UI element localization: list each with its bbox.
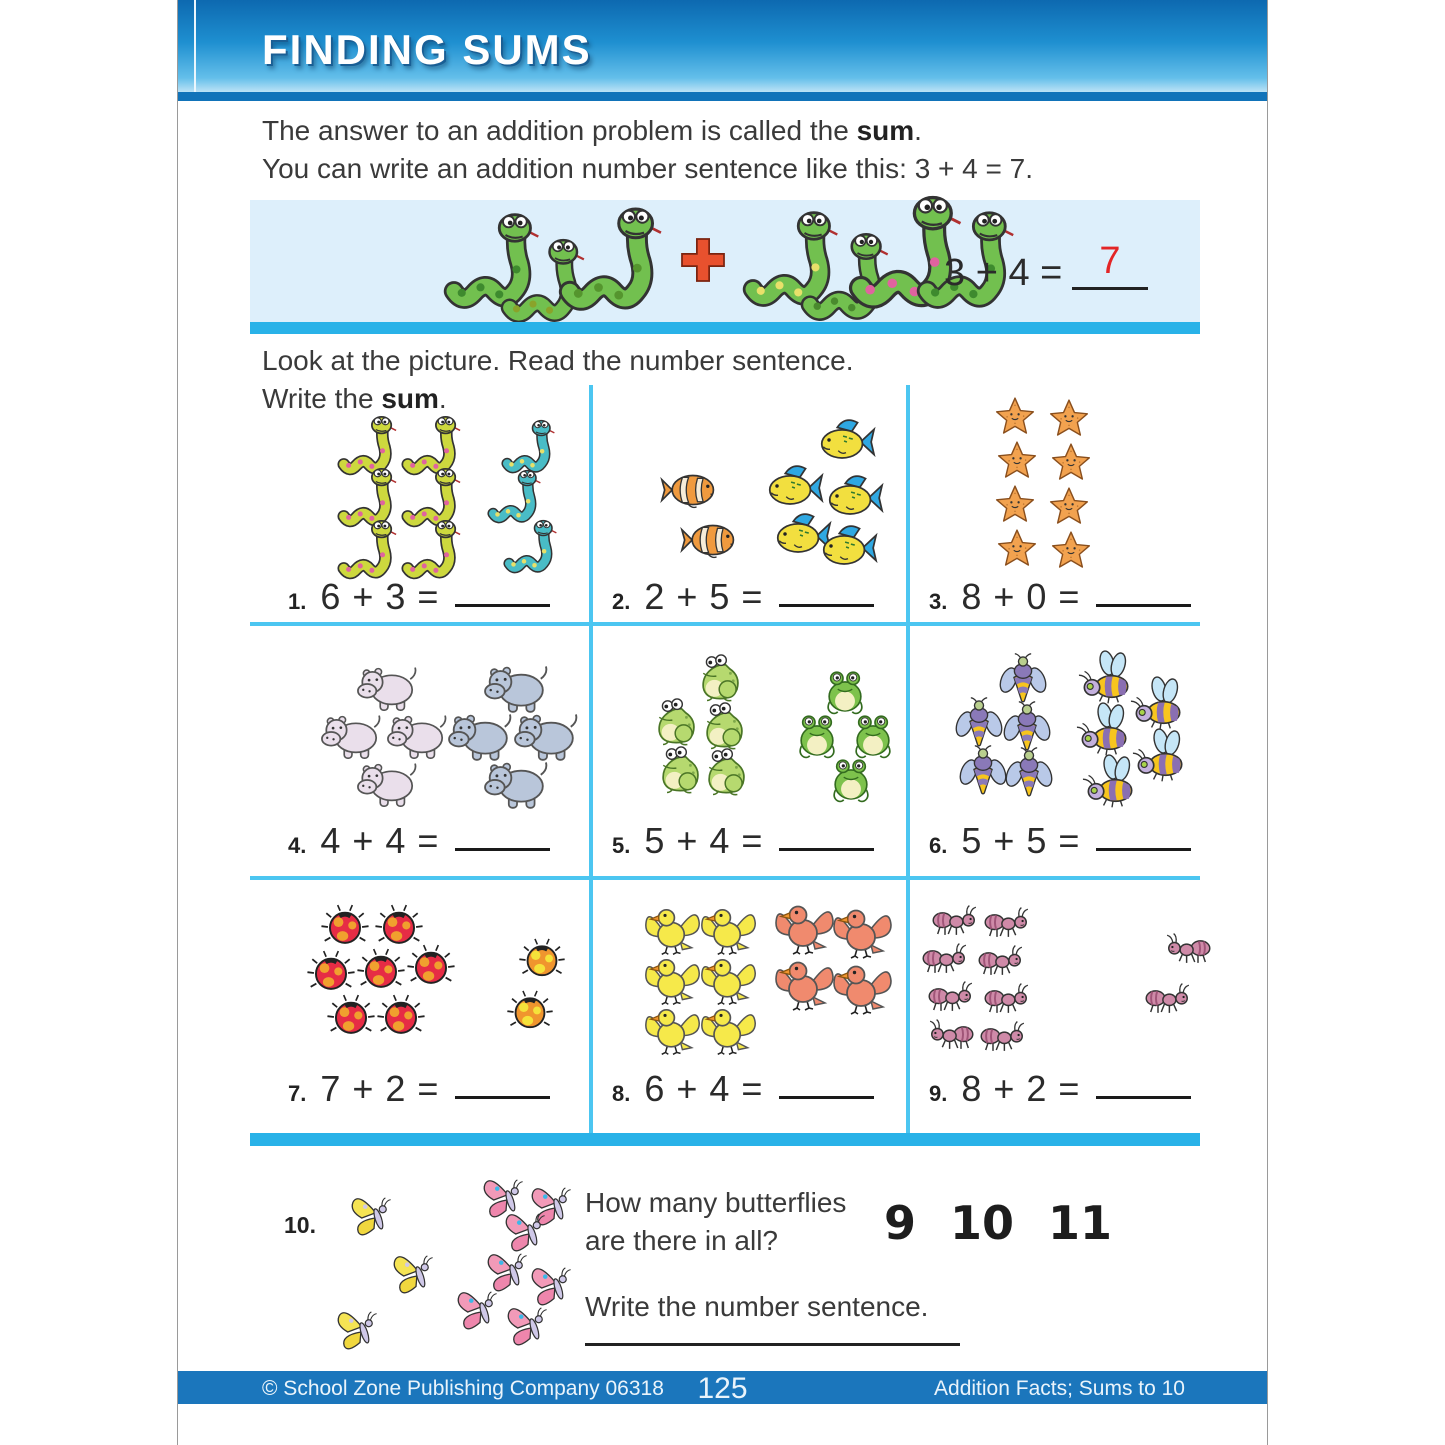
ant-icon	[1145, 973, 1197, 1025]
starfish-icon	[1048, 530, 1094, 576]
answer-blank[interactable]	[1096, 848, 1191, 851]
frog-green-icon	[822, 750, 880, 808]
answer-blank[interactable]	[779, 848, 874, 851]
starfish-icon	[994, 440, 1040, 486]
problem-grid	[250, 400, 1200, 1133]
starfish-icon	[992, 396, 1038, 442]
answer-blank[interactable]	[455, 604, 550, 607]
answer-blank[interactable]	[455, 1096, 550, 1099]
equation-text: 6 + 3 =	[320, 576, 440, 617]
problem-equation-row	[288, 1068, 550, 1110]
bird-yellow-icon	[699, 999, 759, 1059]
problem10-number: 10.	[284, 1212, 316, 1238]
answer-blank[interactable]	[779, 1096, 874, 1099]
bee-top-icon	[1000, 746, 1058, 804]
intro-line-2: You can write an addition number sentence like this: 3 + 4 = 7.	[262, 153, 1034, 184]
problem-equation-row	[929, 576, 1191, 618]
answer-choice[interactable]: 9	[884, 1196, 917, 1250]
header-bottom-strip	[178, 92, 1267, 101]
page-footer	[178, 1371, 1267, 1404]
ladybug-red-icon	[355, 945, 407, 997]
page-title: FINDING SUMS	[262, 26, 592, 73]
bee-side-icon	[1130, 674, 1190, 734]
snake-yellow-icon	[401, 518, 463, 580]
problem-equation-row	[288, 576, 550, 618]
problem-number: 7.	[288, 1081, 307, 1106]
butterfly-yellow-icon	[332, 1304, 388, 1360]
equation-text: 8 + 0 =	[961, 576, 1081, 617]
ant-icon	[1159, 923, 1211, 975]
answer-choice[interactable]: 10	[950, 1196, 1015, 1250]
intro-line-1: The answer to an addition problem is called the sum.	[262, 115, 922, 146]
answer-choices	[884, 1196, 1112, 1250]
answer-blank[interactable]	[1096, 604, 1191, 607]
problem-equation-row	[288, 820, 550, 862]
snake-icon	[558, 204, 666, 312]
equation-text: 4 + 4 =	[320, 820, 440, 861]
instructions-line-2: Write the sum.	[262, 383, 447, 414]
ladybug-red-icon	[375, 991, 427, 1043]
snake-teal-icon	[487, 468, 543, 524]
equation-text: 5 + 5 =	[961, 820, 1081, 861]
header-accent-line	[194, 0, 196, 100]
section-divider-bar-top	[250, 322, 1200, 334]
problem10-question: How many butterflies are there in all?	[585, 1187, 847, 1256]
column-divider	[906, 385, 910, 1133]
fish-orange-icon	[680, 510, 740, 570]
problem-number: 5.	[612, 833, 631, 858]
butterfly-pink-icon	[452, 1284, 508, 1340]
problem-number: 9.	[929, 1081, 948, 1106]
bird-orange-icon	[831, 899, 895, 963]
intro-text	[262, 112, 1033, 188]
row-divider	[250, 876, 1200, 880]
equation-text: 7 + 2 =	[320, 1068, 440, 1109]
problem-equation-row	[929, 820, 1191, 862]
row-divider	[250, 622, 1200, 626]
column-divider	[589, 385, 593, 1133]
snake-yellow-icon	[337, 518, 399, 580]
starfish-icon	[994, 528, 1040, 574]
example-equation: 3 + 4 =	[944, 252, 1063, 294]
hippo-pink-icon	[356, 750, 418, 812]
butterfly-yellow-icon	[388, 1248, 444, 1304]
bee-side-icon	[1078, 648, 1138, 708]
problem-number: 6.	[929, 833, 948, 858]
starfish-icon	[992, 484, 1038, 530]
problem-number: 2.	[612, 589, 631, 614]
butterfly-yellow-icon	[346, 1190, 402, 1246]
problem10-prompt: Write the number sentence.	[585, 1291, 929, 1322]
bird-orange-icon	[773, 895, 837, 959]
answer-blank[interactable]	[779, 604, 874, 607]
fish-yellow-icon	[816, 516, 878, 578]
ant-icon	[922, 1009, 974, 1061]
equation-text: 8 + 2 =	[961, 1068, 1081, 1109]
problem-number: 1.	[288, 589, 307, 614]
bird-orange-icon	[831, 955, 895, 1019]
ant-icon	[980, 1011, 1032, 1063]
bee-side-icon	[1076, 700, 1136, 760]
example-band	[250, 200, 1200, 322]
answer-blank[interactable]	[455, 848, 550, 851]
ladybug-orange-icon	[517, 935, 567, 985]
answer-choice[interactable]: 11	[1048, 1196, 1113, 1250]
ladybug-red-icon	[405, 941, 457, 993]
bird-orange-icon	[773, 951, 837, 1015]
equation-text: 5 + 4 =	[644, 820, 764, 861]
page-border-left	[177, 0, 178, 1445]
problem-number: 4.	[288, 833, 307, 858]
instructions-line-1: Look at the picture. Read the number sentence.	[262, 345, 854, 376]
problem-number: 8.	[612, 1081, 631, 1106]
plus-icon	[675, 232, 731, 288]
problem-equation-row	[929, 1068, 1191, 1110]
problem-equation-row	[612, 820, 874, 862]
ladybug-orange-icon	[505, 987, 555, 1037]
starfish-icon	[1046, 486, 1092, 532]
bee-side-icon	[1082, 752, 1142, 812]
snake-teal-icon	[501, 418, 557, 474]
snake-teal-icon	[503, 518, 559, 574]
starfish-icon	[1046, 398, 1092, 444]
example-answer-value: 7	[1099, 240, 1121, 282]
problem-equation-row	[612, 1068, 874, 1110]
footer-copyright: © School Zone Publishing Company 06318	[262, 1377, 664, 1400]
page-border-right	[1267, 0, 1268, 1445]
ladybug-red-icon	[325, 991, 377, 1043]
butterfly-pink-icon	[502, 1300, 558, 1356]
starfish-icon	[1048, 442, 1094, 488]
problem-equation-row	[612, 576, 874, 618]
frog-light-icon	[698, 742, 758, 802]
footer-topic: Addition Facts; Sums to 10	[934, 1377, 1185, 1400]
equation-text: 2 + 5 =	[644, 576, 764, 617]
example-answer	[1072, 240, 1148, 290]
equation-text: 6 + 4 =	[644, 1068, 764, 1109]
bird-yellow-icon	[643, 999, 703, 1059]
footer-page-number: 125	[697, 1372, 748, 1405]
answer-blank[interactable]	[1096, 1096, 1191, 1099]
hippo-gray-icon	[483, 748, 549, 814]
section-divider-bar-bottom	[250, 1133, 1200, 1146]
number-sentence-blank[interactable]	[585, 1343, 960, 1346]
problem-number: 3.	[929, 589, 948, 614]
